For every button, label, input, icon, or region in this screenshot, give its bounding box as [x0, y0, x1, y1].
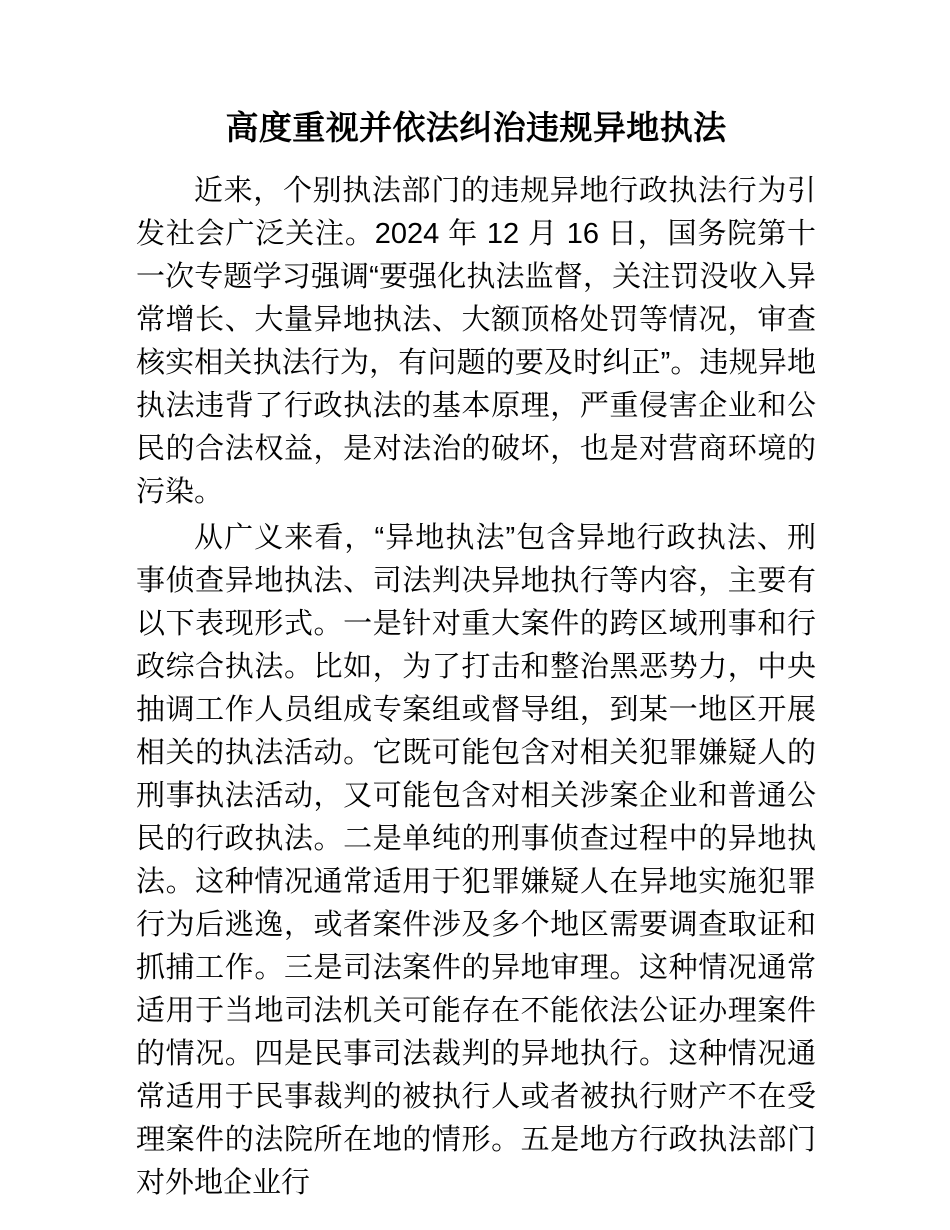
document-body: [136, 170, 816, 1205]
page-content-area: [136, 0, 816, 1205]
page-title: 高度重视并依法纠治违规异地执法: [225, 109, 727, 146]
paragraph-2: 从广义来看，“异地执法”包含异地行政执法、刑事侦查异地执法、司法判决异地执行等内容，主要有以下表现形式。一是针对重大案件的跨区域刑事和行政综合执法。比如，为了打击和整治黑恶势力，中央抽调工作人员组成专案组或督导组，到某一地区开展相关的执法活动。它既可能包含对相关犯罪嫌疑人的刑事执法活动，又可能包含对相关涉案企业和普通公民的行政执法。二是单纯的刑事侦查过程中的异地执法。这种情况通常适用于犯罪嫌疑人在异地实施犯罪行为后逃逸，或者案件涉及多个地区需要调查取证和抓捕工作。三是司法案件的异地审理。这种情况通常适用于当地司法机关可能存在不能依法公证办理案件的情况。四是民事司法裁判的异地执行。这种情况通常适用于民事裁判的被执行人或者被执行财产不在受理案件的法院所在地的情形。五是地方行政执法部门对外地企业行: [136, 522, 816, 1199]
paragraph-1: 近来，个别执法部门的违规异地行政执法行为引发社会广泛关注。2024 年 12 月 16 日，国务院第十一次专题学习强调“要强化执法监督，关注罚没收入异常增长、大量异地执法、大额顶格处罚等情况，审查核实相关执法行为，有问题的要及时纠正”。违规异地执法违背了行政执法的基本原理，严重侵害企业和公民的合法权益，是对法治的破坏，也是对营商环境的污染。: [136, 175, 816, 508]
